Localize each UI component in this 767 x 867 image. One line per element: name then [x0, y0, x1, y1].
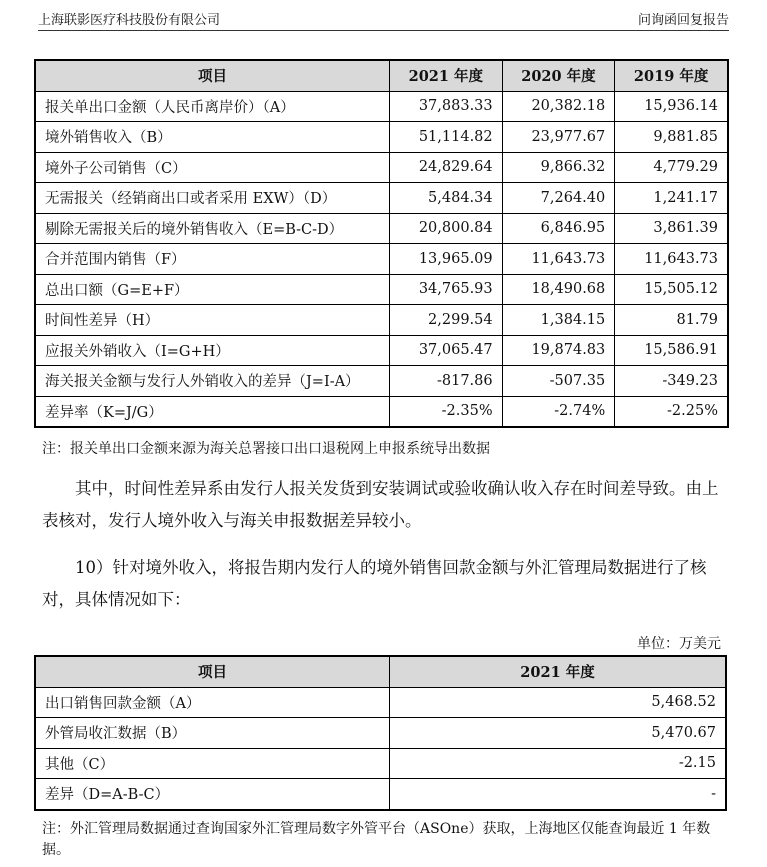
paragraph-forex-check: 10）针对境外收入，将报告期内发行人的境外销售回款金额与外汇管理局数据进行了核对，具体情况如下：: [42, 558, 707, 609]
value-cell: -: [390, 779, 727, 810]
value-cell: 15,936.14: [615, 91, 728, 122]
row-label: 外管局收汇数据（B）: [35, 718, 390, 749]
value-cell: 20,800.84: [390, 213, 503, 244]
value-cell: -507.35: [502, 366, 615, 397]
row-label: 报关单出口金额（人民币离岸价）（A）: [35, 91, 390, 122]
row-label: 无需报关（经销商出口或者采用 EXW）（D）: [35, 183, 390, 214]
column-header: 2021 年度: [390, 60, 503, 91]
table1-note: 注：报关单出口金额来源为海关总署接口出口退税网上申报系统导出数据: [42, 441, 490, 457]
value-cell: 37,065.47: [390, 335, 503, 366]
value-cell: -2.25%: [615, 396, 728, 427]
value-cell: 37,883.33: [390, 91, 503, 122]
column-header: 项目: [35, 656, 390, 687]
row-label: 合并范围内销售（F）: [35, 244, 390, 275]
table-row: [35, 244, 728, 275]
value-cell: 23,977.67: [502, 122, 615, 153]
value-cell: 15,505.12: [615, 274, 728, 305]
table-row: [35, 335, 728, 366]
value-cell: 3,861.39: [615, 213, 728, 244]
value-cell: 5,468.52: [390, 687, 727, 718]
value-cell: 9,866.32: [502, 152, 615, 183]
value-cell: -2.15: [390, 748, 727, 779]
value-cell: 11,643.73: [502, 244, 615, 275]
page-header: [38, 6, 729, 31]
table-row: [35, 274, 728, 305]
column-header: 2021 年度: [390, 656, 727, 687]
row-label: 差异（D=A-B-C）: [35, 779, 390, 810]
row-label: 剔除无需报关后的境外销售收入（E=B-C-D）: [35, 213, 390, 244]
table-row: [35, 213, 728, 244]
column-header: 项目: [35, 60, 390, 91]
value-cell: 81.79: [615, 305, 728, 336]
value-cell: 24,829.64: [390, 152, 503, 183]
value-cell: 5,470.67: [390, 718, 727, 749]
unit-label: 单位：万美元: [637, 636, 721, 652]
table-row: [35, 748, 726, 779]
table-row: [35, 718, 726, 749]
value-cell: 9,881.85: [615, 122, 728, 153]
row-label: 时间性差异（H）: [35, 305, 390, 336]
value-cell: 20,382.18: [502, 91, 615, 122]
row-label: 海关报关金额与发行人外销收入的差异（J=I-A）: [35, 366, 390, 397]
value-cell: 11,643.73: [615, 244, 728, 275]
value-cell: 15,586.91: [615, 335, 728, 366]
table-row: [35, 122, 728, 153]
value-cell: 6,846.95: [502, 213, 615, 244]
row-label: 应报关外销收入（I=G+H）: [35, 335, 390, 366]
forex-reconciliation-table: [34, 655, 727, 811]
value-cell: 1,384.15: [502, 305, 615, 336]
document-title: 问询函回复报告: [637, 13, 729, 28]
row-label: 出口销售回款金额（A）: [35, 687, 390, 718]
column-header: 2019 年度: [615, 60, 728, 91]
value-cell: 19,874.83: [502, 335, 615, 366]
value-cell: 4,779.29: [615, 152, 728, 183]
paragraph-timing-difference: 其中，时间性差异系由发行人报关发货到安装调试或验收确认收入存在时间差导致。由上表核对，发行人境外收入与海关申报数据差异较小。: [42, 479, 719, 530]
value-cell: 5,484.34: [390, 183, 503, 214]
value-cell: 13,965.09: [390, 244, 503, 275]
customs-reconciliation-table: [34, 59, 729, 428]
column-header: 2020 年度: [502, 60, 615, 91]
value-cell: 34,765.93: [390, 274, 503, 305]
row-label: 差异率（K=J/G）: [35, 396, 390, 427]
row-label: 境外销售收入（B）: [35, 122, 390, 153]
value-cell: 51,114.82: [390, 122, 503, 153]
value-cell: 1,241.17: [615, 183, 728, 214]
row-label: 境外子公司销售（C）: [35, 152, 390, 183]
table-row: [35, 152, 728, 183]
table-header-row: [35, 656, 726, 687]
row-label: 总出口额（G=E+F）: [35, 274, 390, 305]
value-cell: -2.35%: [390, 396, 503, 427]
table-row: [35, 91, 728, 122]
table-row: [35, 366, 728, 397]
table2-note: 注：外汇管理局数据通过查询国家外汇管理局数字外管平台（ASOne）获取，上海地区仅能查询最近 1 年数据。: [42, 821, 711, 858]
table-row: [35, 396, 728, 427]
value-cell: 18,490.68: [502, 274, 615, 305]
value-cell: -2.74%: [502, 396, 615, 427]
table-row: [35, 183, 728, 214]
value-cell: -817.86: [390, 366, 503, 397]
company-name: 上海联影医疗科技股份有限公司: [38, 13, 221, 28]
row-label: 其他（C）: [35, 748, 390, 779]
table-row: [35, 779, 726, 810]
value-cell: -349.23: [615, 366, 728, 397]
table-header-row: [35, 60, 728, 91]
value-cell: 2,299.54: [390, 305, 503, 336]
table-row: [35, 687, 726, 718]
table-row: [35, 305, 728, 336]
value-cell: 7,264.40: [502, 183, 615, 214]
